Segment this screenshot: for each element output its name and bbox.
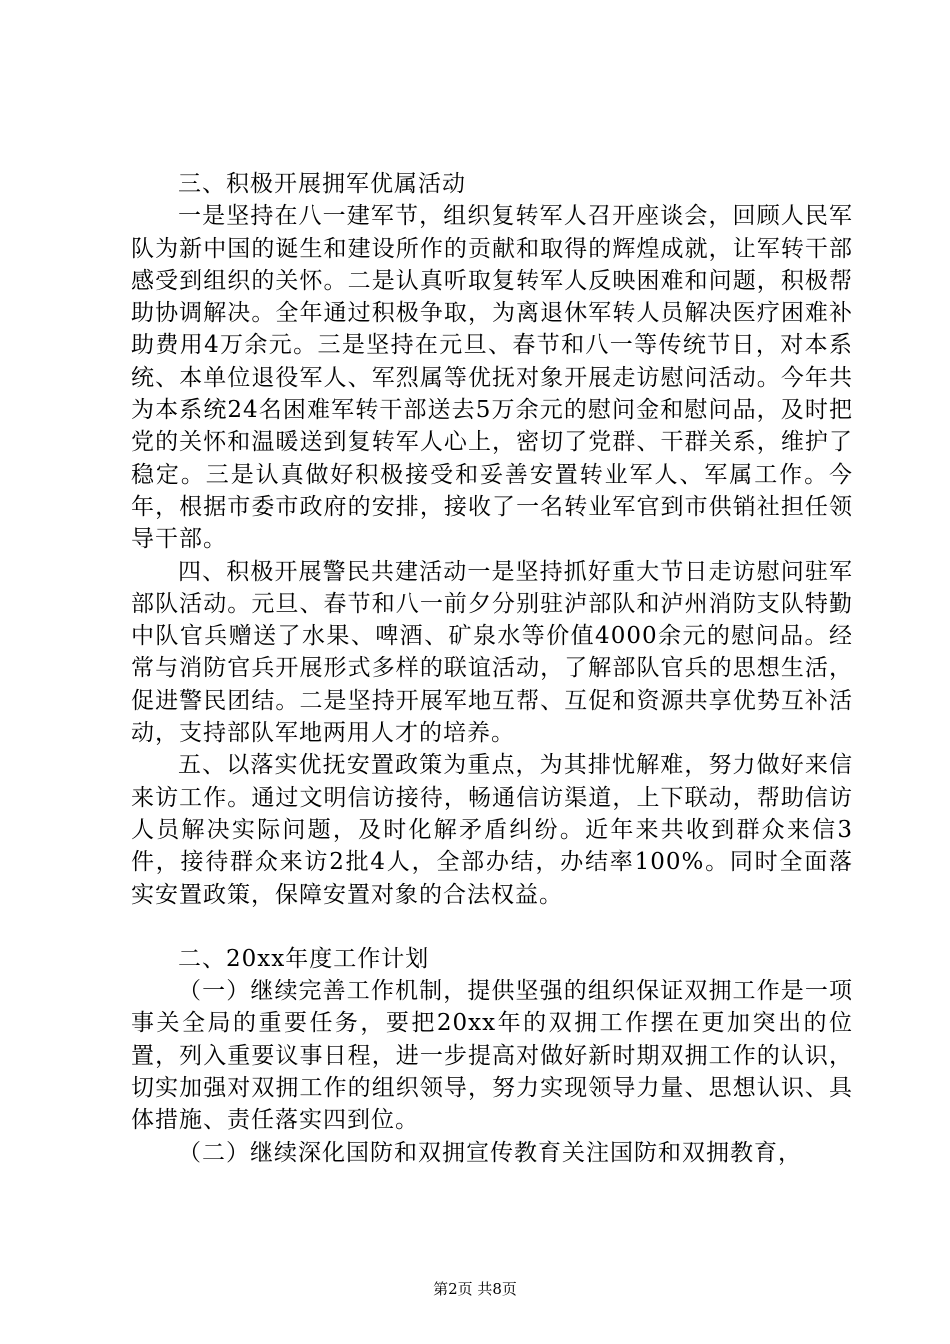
- plan-item-1-paragraph: （一）继续完善工作机制，提供坚强的组织保证双拥工作是一项事关全局的重要任务，要把20xx年的双拥工作摆在更加突出的位置，列入重要议事日程，进一步提高对做好新时期双拥工作的认识，切实加强对双拥工作的组织领导，努力实现领导力量、思想认识、具体措施、责任落实四到位。: [131, 978, 853, 1134]
- document-body: [131, 168, 853, 1169]
- section-4-paragraph: 四、积极开展警民共建活动一是坚持抓好重大节日走访慰问驻军部队活动。元旦、春节和八一前夕分别驻泸部队和泸州消防支队特勤中队官兵赠送了水果、啤酒、矿泉水等价值4000余元的慰问品。经常与消防官兵开展形式多样的联谊活动，了解部队官兵的思想生活，促进警民团结。二是坚持开展军地互帮、互促和资源共享优势互补活动，支持部队军地两用人才的培养。: [131, 558, 853, 747]
- paragraph-spacer: [131, 911, 853, 943]
- section-5-paragraph: 五、以落实优抚安置政策为重点，为其排忧解难，努力做好来信来访工作。通过文明信访接待，畅通信访渠道，上下联动，帮助信访人员解决实际问题，及时化解矛盾纠纷。近年来共收到群众来信3件，接待群众来访2批4人，全部办结，办结率100%。同时全面落实安置政策，保障安置对象的合法权益。: [131, 752, 853, 908]
- section-3-title: 三、积极开展拥军优属活动: [178, 171, 466, 197]
- page-number-footer: 第2页 共8页: [433, 1280, 517, 1298]
- section-3-paragraph: 一是坚持在八一建军节，组织复转军人召开座谈会，回顾人民军队为新中国的诞生和建设所作的贡献和取得的辉煌成就，让军转干部感受到组织的关怀。二是认真听取复转军人反映困难和问题，积极帮助协调解决。全年通过积极争取，为离退休军转人员解决医疗困难补助费用4万余元。三是坚持在元旦、春节和八一等传统节日，对本系统、本单位退役军人、军烈属等优抚对象开展走访慰问活动。今年共为本系统24名困难军转干部送去5万余元的慰问金和慰问品，及时把党的关怀和温暖送到复转军人心上，密切了党群、干群关系，维护了稳定。三是认真做好积极接受和妥善安置转业军人、军属工作。今年，根据市委市政府的安排，接收了一名转业军官到市供销社担任领导干部。: [131, 203, 853, 553]
- plan-item-2-paragraph: （二）继续深化国防和双拥宣传教育关注国防和双拥教育，: [178, 1139, 802, 1166]
- plan-title: 二、20xx年度工作计划: [178, 945, 430, 972]
